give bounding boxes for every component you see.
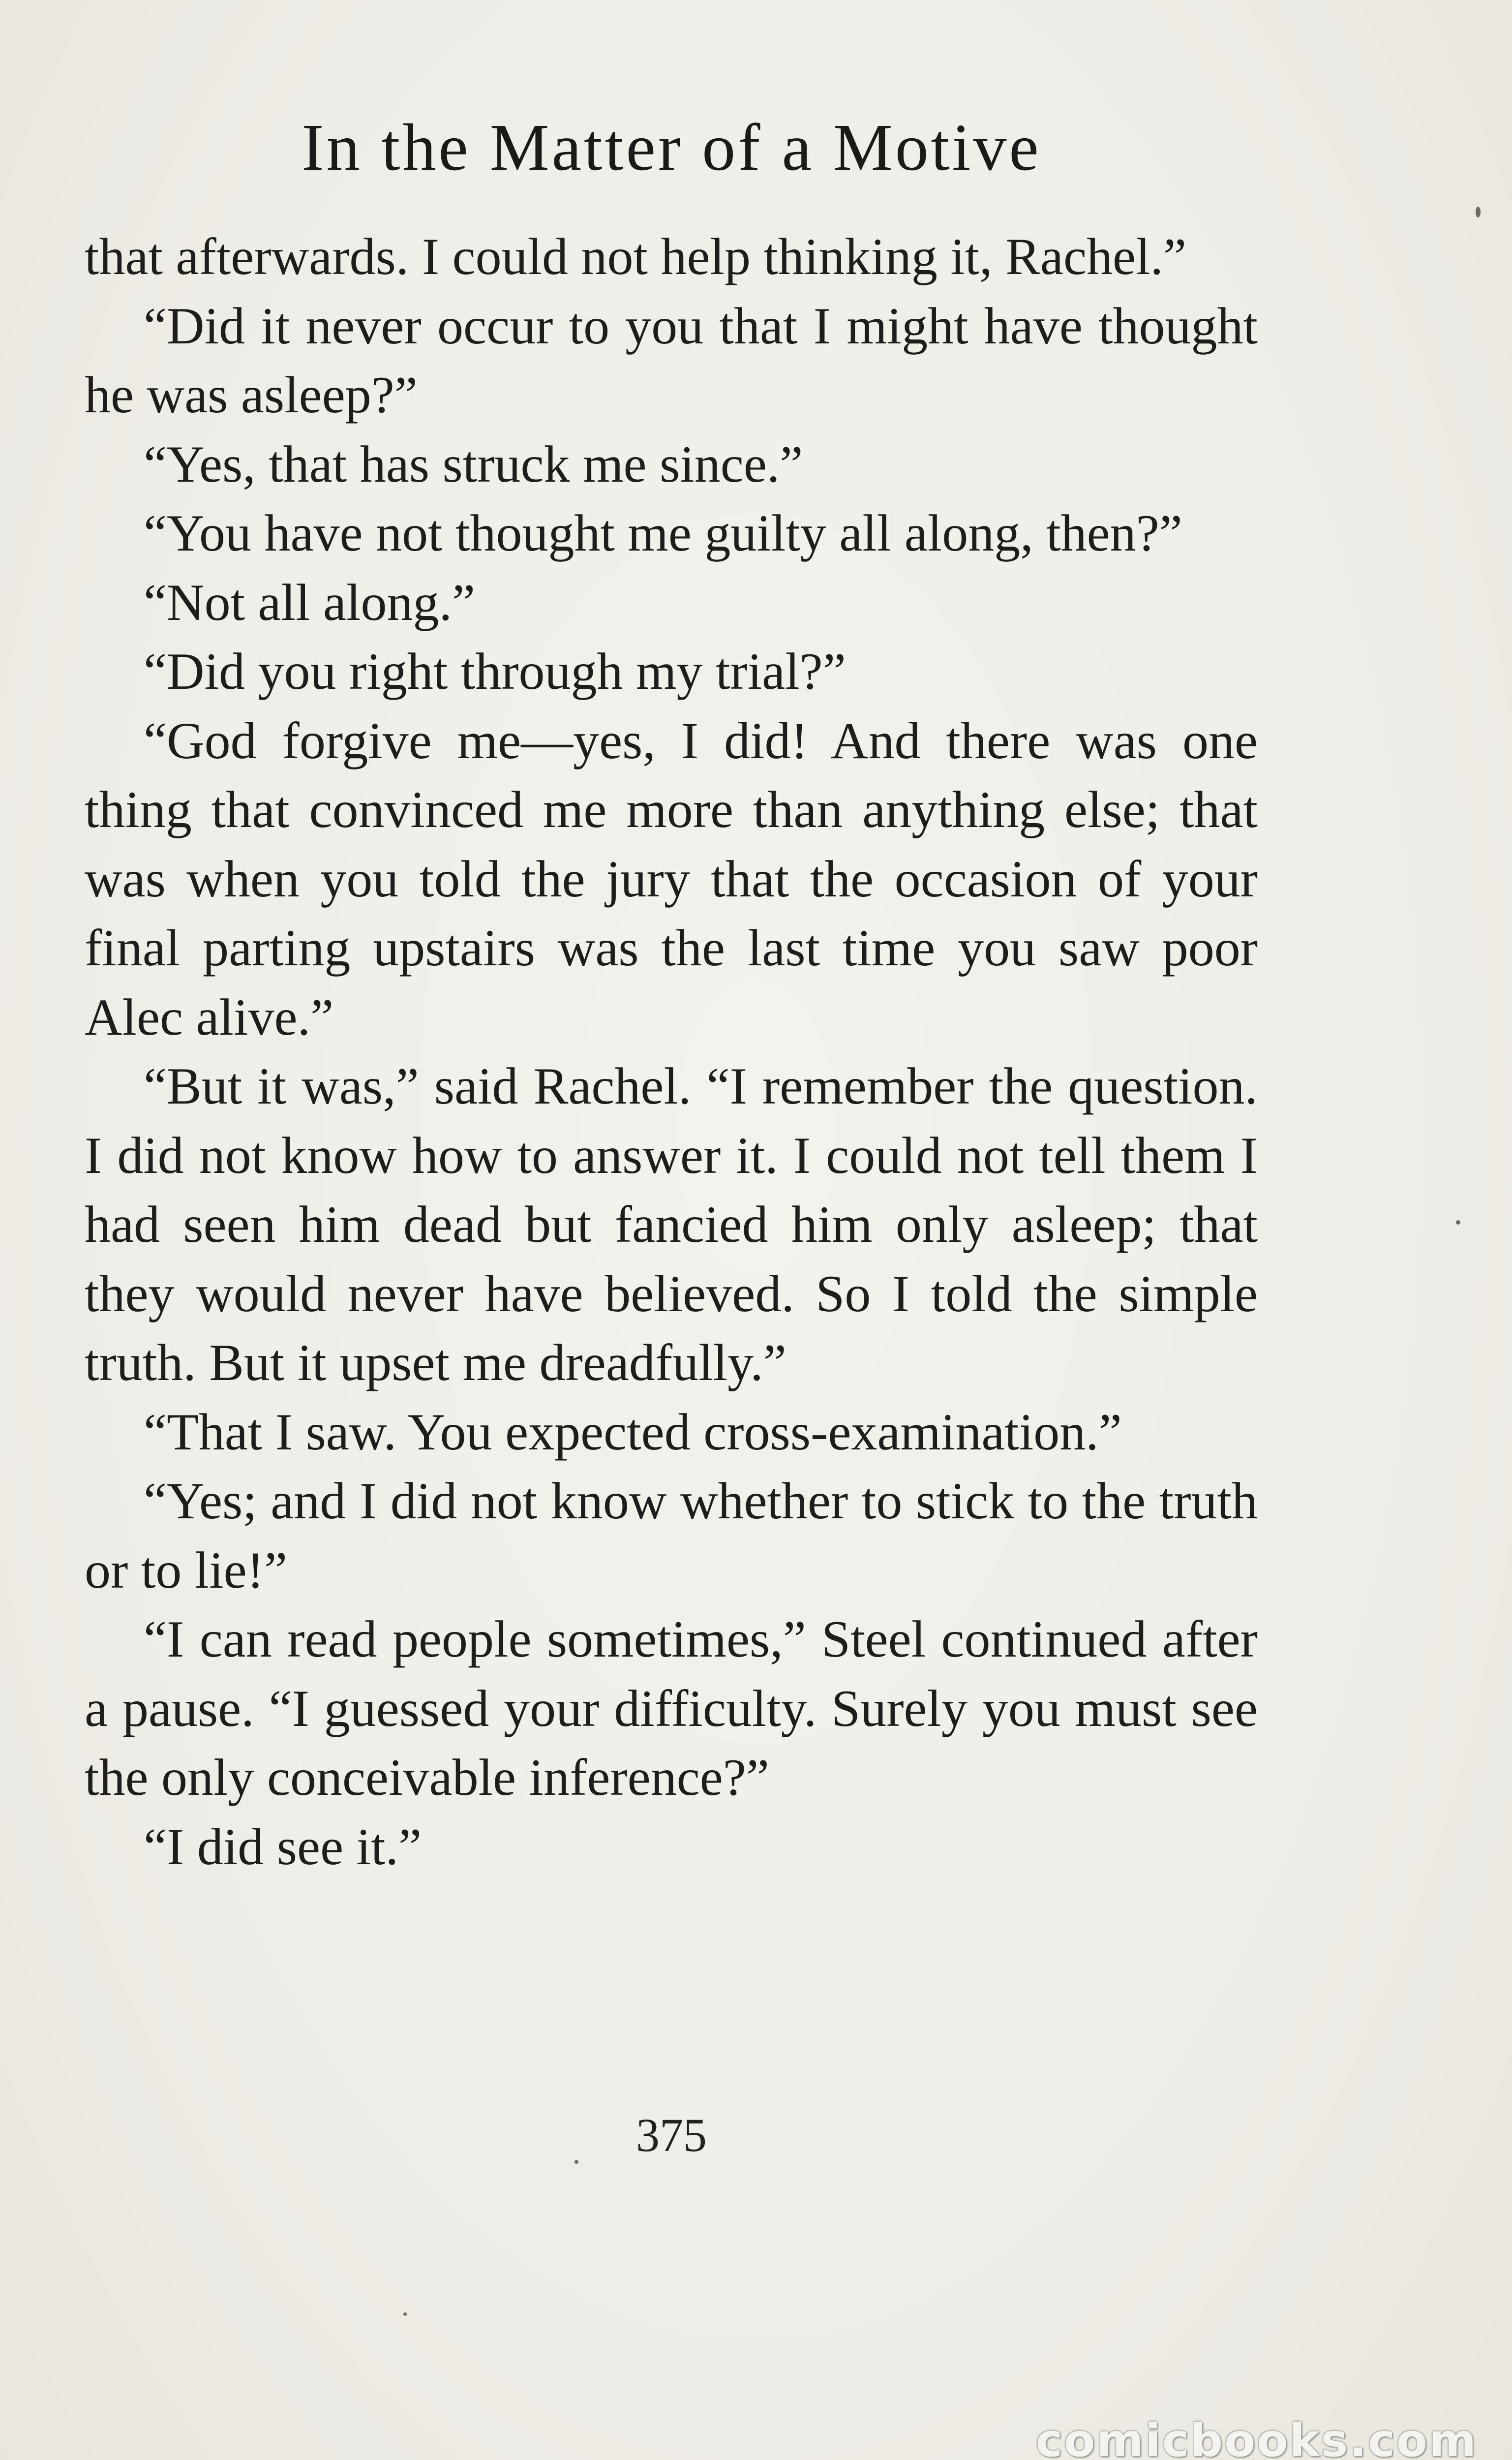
paragraph-3: “Yes, that has struck me since.”: [144, 435, 803, 493]
body-text: [85, 222, 1258, 1881]
paragraph-9: “That I saw. You expected cross-examination.”: [144, 1403, 1122, 1461]
paragraph-10: “Yes; and I did not know whether to stick to the truth or to lie!”: [85, 1472, 1258, 1599]
paragraph-11: “I can read people sometimes,” Steel continued after a pause. “I guessed your difficulty. Surely you must see the only conceivable inference?”: [85, 1610, 1258, 1806]
paragraph-6: “Did you right through my trial?”: [144, 643, 846, 700]
paragraph-1: that afterwards. I could not help thinking it, Rachel.”: [85, 228, 1187, 285]
running-head: In the Matter of a Motive: [302, 111, 1041, 184]
watermark: comicbooks.com: [1035, 2414, 1478, 2460]
paper-speck: [403, 2312, 407, 2316]
paper-speck: [1456, 1220, 1460, 1225]
paper-speck: [575, 2160, 578, 2164]
paragraph-8: “But it was,” said Rachel. “I remember the question. I did not know how to answer it. I could not tell them I had seen him dead but fancied him only asleep; that they would never have believed. So I told the simple truth. But it upset me dreadfully.”: [85, 1057, 1258, 1391]
paper-speck: [1476, 207, 1481, 217]
paragraph-4: “You have not thought me guilty all along, then?”: [144, 504, 1182, 562]
paragraph-2: “Did it never occur to you that I might have thought he was asleep?”: [85, 297, 1258, 424]
page-number: 375: [636, 2109, 707, 2161]
paragraph-5: “Not all along.”: [144, 573, 476, 631]
paragraph-12: “I did see it.”: [144, 1817, 422, 1876]
paragraph-7: “God forgive me—yes, I did! And there was one thing that convinced me more than anything else; that was when you told the jury that the occasion of your final parting upstairs was the last time you saw poor Alec alive.”: [85, 711, 1258, 1046]
